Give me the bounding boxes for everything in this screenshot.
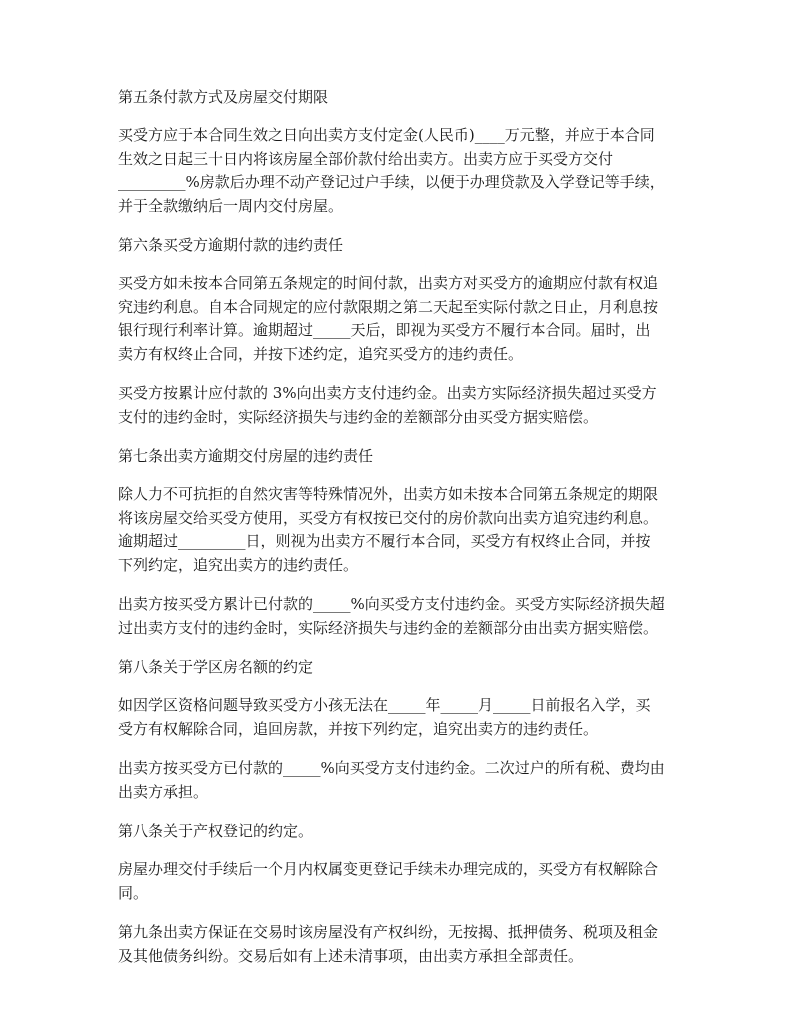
text-line: _________%房款后办理不动产登记过户手续，以便于办理贷款及入学登记等手续， (118, 173, 665, 191)
text-line: 逾期超过_________日，则视为出卖方不履行本合同，买受方有权终止合同，并按 (118, 532, 651, 550)
paragraph-buyer-penalty (118, 382, 684, 429)
section-heading-property-registration: 第八条关于产权登记的约定。 (118, 822, 314, 840)
text-line: 生效之日起三十日内将该房屋全部价款付给出卖方。出卖方应于买受方交付 (118, 149, 614, 168)
text-line: 支付的违约金时，实际经济损失与违约金的差额部分由买受方据实赔偿。 (118, 407, 599, 426)
document-page (118, 86, 684, 984)
paragraph-property-registration (118, 858, 684, 905)
text-line: 买受方应于本合同生效之日向出卖方支付定金(人民币)____万元整，并应于本合同 (118, 126, 655, 144)
text-line: 出卖方按买受方已付款的_____%向买受方支付违约金。二次过户的所有税、费均由 (118, 759, 665, 777)
text-line: 买受方按累计应付款的 3%向出卖方支付违约金。出卖方实际经济损失超过买受方 (118, 384, 657, 402)
text-line: 房屋办理交付手续后一个月内权属变更登记手续未办理完成的，买受方有权解除合 (118, 860, 659, 878)
text-line: 除人力不可抗拒的自然灾害等特殊情况外，出卖方如未按本合同第五条规定的期限 (118, 485, 659, 503)
text-line: 银行现行利率计算。逾期超过_____天后，即视为买受方不履行本合同。届时，出 (118, 321, 651, 339)
text-line: 及其他债务纠纷。交易后如有上述未清事项，由出卖方承担全部责任。 (118, 946, 584, 965)
text-line: 出卖方承担。 (118, 782, 209, 801)
text-line: 过出卖方支付的违约金时，实际经济损失与违约金的差额部分由出卖方据实赔偿。 (118, 618, 659, 637)
section-heading-seller-late-delivery: 第七条出卖方逾期交付房屋的违约责任 (118, 447, 374, 465)
paragraph-seller-late-delivery (118, 483, 684, 577)
section-heading-buyer-late-payment: 第六条买受方逾期付款的违约责任 (118, 236, 344, 254)
text-line: 如因学区资格问题导致买受方小孩无法在_____年_____月_____日前报名入学，买 (118, 696, 651, 714)
text-line: 将该房屋交给买受方使用，买受方有权按已交付的房价款向出卖方追究违约利息。 (118, 508, 659, 527)
text-line: 出卖方按买受方累计已付款的_____%向买受方支付违约金。买受方实际经济损失超 (118, 595, 665, 613)
section-heading-payment-terms: 第五条付款方式及房屋交付期限 (118, 88, 329, 106)
section-heading-school-district: 第八条关于学区房名额的约定 (118, 658, 314, 676)
text-line: 并于全款缴纳后一周内交付房屋。 (118, 196, 344, 215)
text-line: 究违约利息。自本合同规定的应付款限期之第二天起至实际付款之日止，月利息按 (118, 297, 659, 316)
text-line: 下列约定，追究出卖方的违约责任。 (118, 555, 359, 574)
paragraph-buyer-late-payment (118, 272, 684, 366)
paragraph-seller-penalty (118, 593, 684, 640)
paragraph-school-district-penalty (118, 757, 684, 804)
text-line: 同。 (118, 883, 149, 902)
text-line: 卖方有权终止合同，并按下述约定，追究买受方的违约责任。 (118, 344, 524, 363)
text-line: 第九条出卖方保证在交易时该房屋没有产权纠纷，无按揭、抵押债务、税项及租金 (118, 923, 659, 941)
paragraph-payment-terms (118, 124, 684, 218)
text-line: 买受方如未按本合同第五条规定的时间付款，出卖方对买受方的逾期应付款有权追 (118, 274, 659, 292)
paragraph-seller-guarantee (118, 921, 684, 968)
text-line: 受方有权解除合同，追回房款，并按下列约定，追究出卖方的违约责任。 (118, 719, 599, 738)
paragraph-school-district (118, 694, 684, 741)
